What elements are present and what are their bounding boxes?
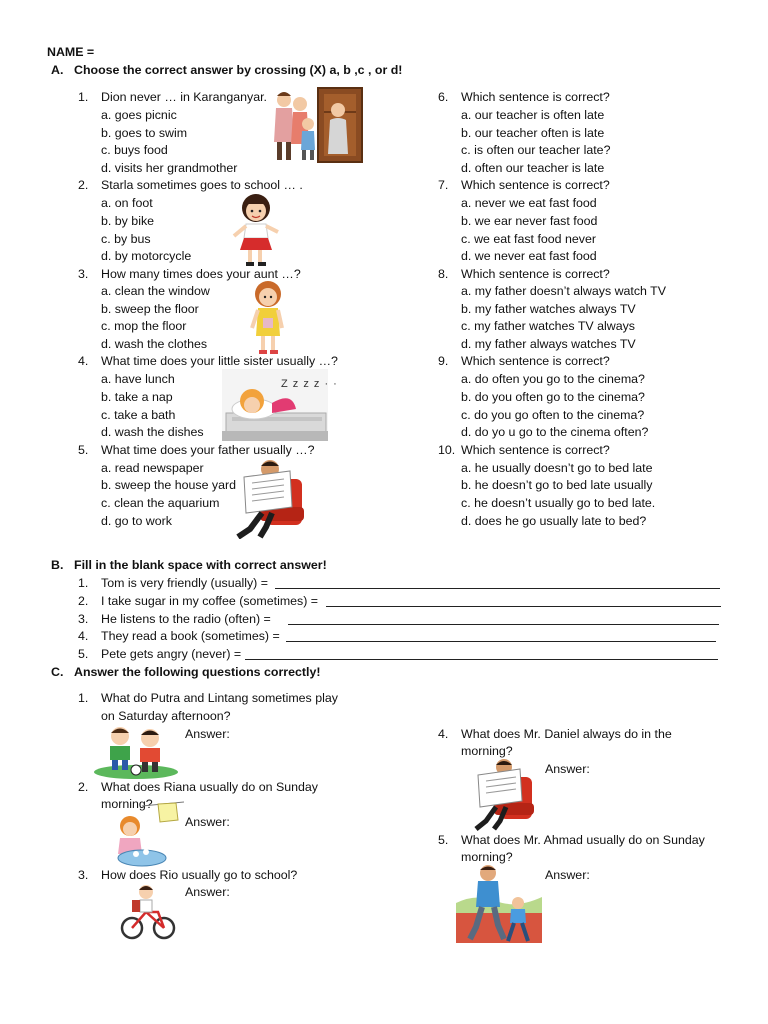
question-text: Which sentence is correct? (461, 267, 610, 281)
man-reading-newspaper-illustration (232, 457, 306, 539)
answer-label: Answer: (185, 727, 230, 741)
option[interactable]: a. goes picnic (101, 108, 177, 122)
item-number: 5. (78, 647, 89, 661)
question-text: on Saturday afternoon? (101, 709, 231, 723)
option[interactable]: b. by bike (101, 214, 155, 228)
answer-blank[interactable] (326, 593, 721, 607)
question-number: 1. (78, 691, 89, 705)
option[interactable]: c. my father watches TV always (461, 319, 635, 333)
question-text: What does Riana usually do on Sunday (101, 780, 318, 794)
option[interactable]: d. wash the clothes (101, 337, 208, 351)
question-text: How many times does your aunt …? (101, 267, 301, 281)
answer-label: Answer: (185, 885, 230, 899)
man-reading-newspaper-illustration (470, 757, 536, 831)
answer-label: Answer: (545, 762, 590, 776)
question-number: 5. (78, 443, 89, 457)
option[interactable]: c. buys food (101, 143, 168, 157)
option[interactable]: d. wash the dishes (101, 425, 204, 439)
section-b-letter: B. (51, 558, 64, 572)
option[interactable]: a. clean the window (101, 284, 210, 298)
question-number: 1. (78, 90, 89, 104)
option[interactable]: b. we ear never fast food (461, 214, 598, 228)
answer-label: Answer: (545, 868, 590, 882)
fill-item-text: They read a book (sometimes) = (101, 629, 280, 643)
option[interactable]: c. clean the aquarium (101, 496, 220, 510)
question-number: 4. (438, 727, 449, 741)
option[interactable]: a. read newspaper (101, 461, 204, 475)
question-text: What does Mr. Ahmad usually do on Sunday (461, 833, 705, 847)
boy-riding-bicycle-illustration (120, 882, 176, 942)
option[interactable]: d. my father always watches TV (461, 337, 636, 351)
question-text: Which sentence is correct? (461, 354, 610, 368)
answer-blank[interactable] (245, 646, 718, 660)
option[interactable]: d. visits her grandmother (101, 161, 238, 175)
name-label: NAME = (47, 45, 95, 59)
option[interactable]: b. sweep the house yard (101, 478, 237, 492)
answer-blank[interactable] (286, 628, 716, 642)
question-text: What time does your little sister usually …? (101, 354, 338, 368)
option[interactable]: b. our teacher often is late (461, 126, 605, 140)
question-number: 6. (438, 90, 449, 104)
fill-item-text: Pete gets angry (never) = (101, 647, 242, 661)
question-number: 2. (78, 178, 89, 192)
option[interactable]: b. do you often go to the cinema? (461, 390, 645, 404)
item-number: 3. (78, 612, 89, 626)
option[interactable]: a. my father doesn’t always watch TV (461, 284, 666, 298)
section-b-instruction: Fill in the blank space with correct answer! (74, 558, 327, 572)
option[interactable]: c. do you go often to the cinema? (461, 408, 645, 422)
girl-washing-clothes-illustration (102, 800, 184, 868)
option[interactable]: c. we eat fast food never (461, 232, 596, 246)
option[interactable]: d. does he go usually late to bed? (461, 514, 647, 528)
question-number: 3. (78, 267, 89, 281)
question-text: What does Mr. Daniel always do in the (461, 727, 672, 741)
option[interactable]: d. go to work (101, 514, 172, 528)
option[interactable]: a. he usually doesn’t go to bed late (461, 461, 653, 475)
question-number: 9. (438, 354, 449, 368)
option[interactable]: b. he doesn’t go to bed late usually (461, 478, 653, 492)
girl-illustration (246, 278, 288, 356)
option[interactable]: d. often our teacher is late (461, 161, 605, 175)
option[interactable]: d. by motorcycle (101, 249, 192, 263)
question-number: 8. (438, 267, 449, 281)
question-text: morning? (101, 797, 153, 811)
option[interactable]: a. have lunch (101, 372, 175, 386)
option[interactable]: b. sweep the floor (101, 302, 199, 316)
question-text: Which sentence is correct? (461, 443, 610, 457)
option[interactable]: b. take a nap (101, 390, 173, 404)
question-number: 7. (438, 178, 449, 192)
question-number: 4. (78, 354, 89, 368)
fill-item-text: He listens to the radio (often) = (101, 612, 271, 626)
option[interactable]: c. is often our teacher late? (461, 143, 611, 157)
question-text: How does Rio usually go to school? (101, 868, 298, 882)
option[interactable]: a. our teacher is often late (461, 108, 605, 122)
fill-item-text: Tom is very friendly (usually) = (101, 576, 268, 590)
answer-blank[interactable] (275, 575, 720, 589)
section-c-letter: C. (51, 665, 64, 679)
option[interactable]: d. do yo u go to the cinema often? (461, 425, 649, 439)
option[interactable]: c. he doesn’t usually go to bed late. (461, 496, 656, 510)
question-number: 2. (78, 780, 89, 794)
answer-blank[interactable] (288, 611, 719, 625)
family-visit-illustration (268, 82, 366, 164)
section-a-letter: A. (51, 63, 64, 77)
question-text: Which sentence is correct? (461, 90, 610, 104)
question-number: 5. (438, 833, 449, 847)
question-text: Dion never … in Karanganyar. (101, 90, 267, 104)
answer-label: Answer: (185, 815, 230, 829)
man-jogging-with-son-illustration (456, 863, 542, 943)
question-text: morning? (461, 850, 513, 864)
option[interactable]: c. by bus (101, 232, 151, 246)
option[interactable]: b. my father watches always TV (461, 302, 636, 316)
section-a-instruction: Choose the correct answer by crossing (X) a, b ,c , or d! (74, 63, 403, 77)
fill-item-text: I take sugar in my coffee (sometimes) = (101, 594, 319, 608)
section-c-instruction: Answer the following questions correctly! (74, 665, 321, 679)
option[interactable]: b. goes to swim (101, 126, 188, 140)
item-number: 2. (78, 594, 89, 608)
option[interactable]: a. do often you go to the cinema? (461, 372, 645, 386)
option[interactable]: a. on foot (101, 196, 153, 210)
zzz-label: Z z z z · · (281, 378, 338, 390)
item-number: 1. (78, 576, 89, 590)
question-text: Starla sometimes goes to school … . (101, 178, 303, 192)
option[interactable]: c. take a bath (101, 408, 176, 422)
item-number: 4. (78, 629, 89, 643)
option[interactable]: c. mop the floor (101, 319, 187, 333)
boys-playing-football-illustration (92, 722, 180, 780)
question-text: Which sentence is correct? (461, 178, 610, 192)
option[interactable]: a. never we eat fast food (461, 196, 597, 210)
option[interactable]: d. we never eat fast food (461, 249, 597, 263)
question-number: 10. (438, 443, 456, 457)
question-number: 3. (78, 868, 89, 882)
question-text: morning? (461, 744, 513, 758)
question-text: What do Putra and Lintang sometimes play (101, 691, 338, 705)
schoolgirl-illustration (230, 190, 286, 268)
question-text: What time does your father usually …? (101, 443, 315, 457)
